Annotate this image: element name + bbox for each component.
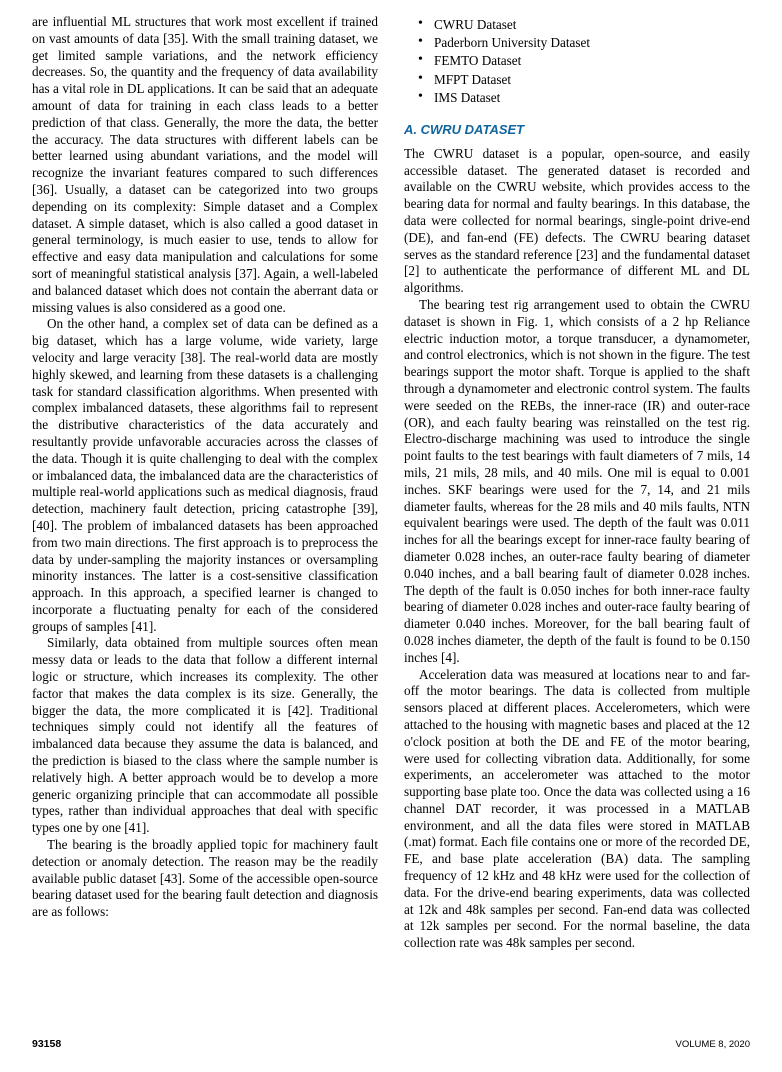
- paragraph: The bearing test rig arrangement used to obtain the CWRU dataset is shown in Fig. 1, which consists of a 2 hp Reliance electric induction motor, a torque transducer, a dynamometer, and control electronics, which is not shown in the figure. The test bearings support the motor shaft. Torque is applied to the shaft through a dynamometer and electronic control system. The faults were seeded on the REBs, the inner-race (IR) and outer-race (OR), and each faulty bearing was reinstalled on the test rig. Electro-discharge machining was used to introduce the single point faults to the test bearings with fault diameters of 7 mils, 14 mils, 21 mils, 28 mils, and 40 mils. One mil is equal to 0.001 inches. SKF bearings were used for the 7, 14, and 21 mils diameter faults, whereas for the 28 mils and 40 mils faults, NTN equivalent bearings were used. The depth of the fault was 0.011 inches for all the bearings except for inner-race faulty bearing of diameter 0.028 inches, an outer-race faulty bearing of diameter 0.040 inches, and a ball bearing fault of diameter 0.028 inches. The depth of the fault is 0.050 inches for both inner-race faulty bearing of diameter 0.028 inches and outer-race faulty bearing of diameter 0.040 inches. Moreover, for the ball bearing fault of 0.028 inches diameter, the depth of the fault is found to be 0.150 inches [4].: [404, 296, 750, 665]
- list-item: • Paderborn University Dataset: [418, 34, 750, 52]
- paragraph: Similarly, data obtained from multiple sources often mean messy data or leads to the data that follow a different internal logic or structure, which increases its complexity. The other factor that makes the data complex is its size. Generally, the bigger the data, the more complicated it is [42]. Traditional techniques simply could not identify all the features of imbalanced data because they assume the data is balanced, and the prediction is biased to the class where the sample number is relatively high. A better approach would be to develop a more generic organizing principle that can accommodate all possible types, rather than individual approaches that deal with specific types one by one [41].: [32, 635, 378, 836]
- paragraph: The bearing is the broadly applied topic for machinery fault detection or anomaly detection. The reason may be the readily available public dataset [43]. Some of the accessible open-source bearing dataset used for the bearing fault detection and diagnosis are as follows:: [32, 837, 378, 920]
- list-item: • FEMTO Dataset: [418, 52, 750, 70]
- section-heading-cwru-dataset: A. CWRU DATASET: [404, 122, 525, 138]
- list-item: • CWRU Dataset: [418, 16, 750, 34]
- two-column-layout: [32, 14, 750, 952]
- page-number: 93158: [32, 1038, 62, 1050]
- right-column: [404, 14, 750, 952]
- paragraph: are influential ML structures that work most excellent if trained on vast amounts of data [35]. With the small training dataset, we get limited sample variations, and the network efficiency decreases. So, the quantity and the frequency of data availability has a vital role in DL applications. It can be said that an adequate amount of data for training in each class leads to a better prediction of that class. Generally, the more the data, the better the accuracy. The data structures with different labels can be better learned using abundant variations, and the model will recognize the invariant features compared to such differences [36]. Usually, a dataset can be categorized into two groups depending on its complexity: Simple dataset and a Complex dataset. A simple dataset, which is also called a good dataset in general terminology, is much easier to use, tends to allow for effective and easy data manipulation and calculations for some sort of meaningful statistical analysis [37]. Again, a well-labeled and balanced dataset which does not contain the aberrant data or missing values is also considered as a good one.: [32, 14, 378, 315]
- paragraph: Acceleration data was measured at locations near to and far-off the motor bearings. The data is collected from multiple sensors placed at different places. Accelerometers, which were attached to the housing with magnetic bases and placed at the 12 o'clock position at both the DE and FE of the motor bearing, were used for collecting vibration data. Additionally, for some experiments, an accelerometer was attached to the motor supporting base plate too. Once the data was collected using a 16 channel DAT recorder, it was processed in a MATLAB environment, and all the data files were stored in MATLAB (.mat) format. Each file contains one or more of the recorded DE, FE, and base plate acceleration (BA) data. The sampling frequency of 12 kHz and 48 kHz were used for the collection of data. For the drive-end bearing experiments, data was collected at 12k and 48k samples per second. Fan-end data was collected at 12k samples per second. For the normal baseline, the data collection rate was 48k samples per second.: [404, 666, 750, 951]
- page-footer: [32, 1038, 750, 1050]
- paragraph: On the other hand, a complex set of data can be defined as a big dataset, which has a large volume, wide variety, large velocity and large veracity [38]. The real-world data are mostly highly skewed, and learning from these datasets is a challenging task for standard classification algorithms. When presented with complex imbalanced datasets, these algorithms fail to represent the distributive characteristics of the data accurately and resultantly provide unfavorable accuracies across the classes of the data. Though it is quite challenging to deal with the complex or imbalanced data, the imbalanced data are the characteristics of multiple real-world applications such as medical diagnosis, fraud detection, machinery fault detection, pricing catastrophe [39], [40]. The problem of imbalanced datasets has been approached from two main directions. The first approach is to preprocess the data by under-sampling the majority instances or oversampling minority instances. The latter is a cost-sensitive classification approach. In this approach, a specified learner is changed to incorporate a fluctuating penalty for each of the considered groups of samples [41].: [32, 316, 378, 634]
- list-item: • MFPT Dataset: [418, 71, 750, 89]
- dataset-list: [404, 16, 750, 107]
- paragraph: The CWRU dataset is a popular, open-source, and easily accessible dataset. The generated dataset is recorded and available on the CWRU website, which provides access to the bearing data for normal and faulty bearings. In this database, the data were collected for normal bearings, single-point drive-end (DE), and fan-end (FE) defects. The CWRU bearing dataset serves as the standard reference [23] and the fundamental dataset [2] to authenticate the performance of different ML and DL algorithms.: [404, 145, 750, 296]
- left-column: [32, 14, 378, 952]
- volume-info: VOLUME 8, 2020: [675, 1039, 750, 1050]
- list-item: • IMS Dataset: [418, 89, 750, 107]
